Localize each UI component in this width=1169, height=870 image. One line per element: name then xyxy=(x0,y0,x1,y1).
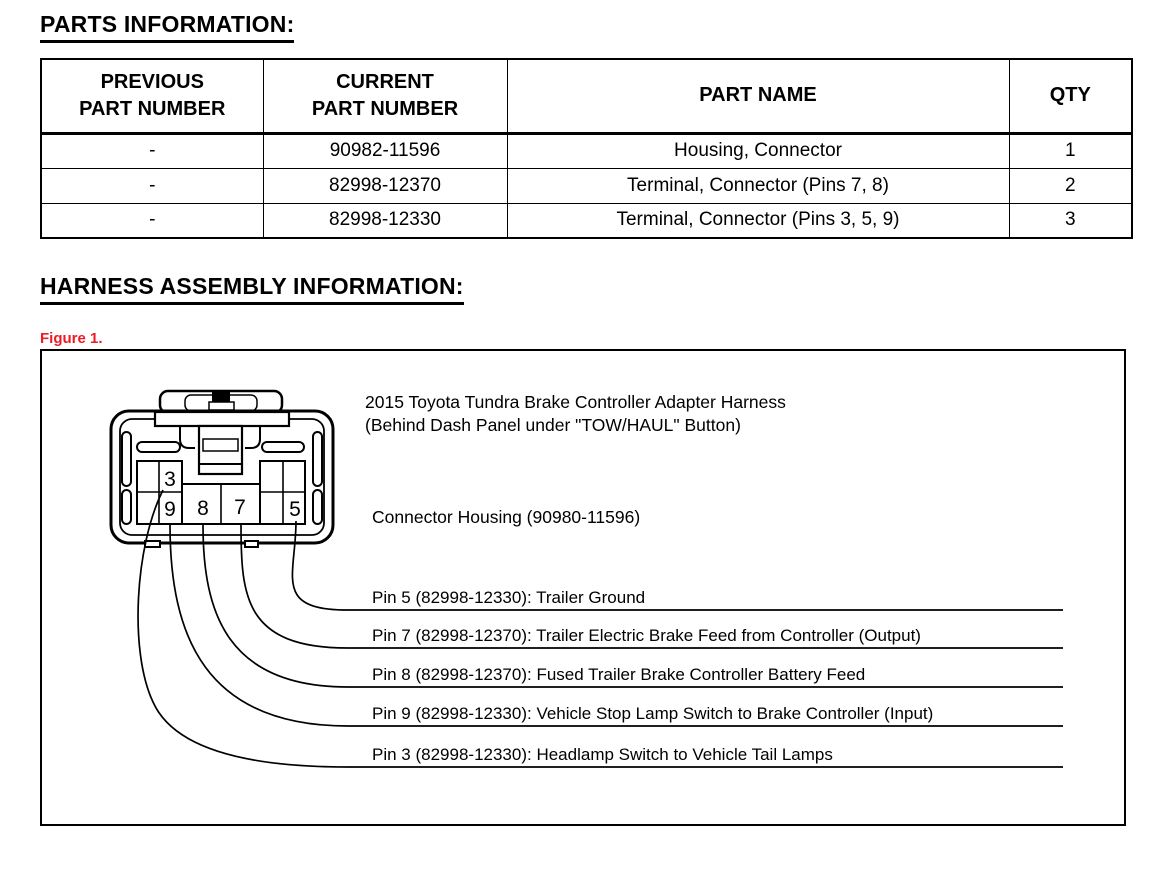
parts-information-heading: PARTS INFORMATION: xyxy=(40,11,294,43)
col-header-qty xyxy=(1009,59,1132,133)
col-header-previous-part-number xyxy=(41,59,263,133)
latch-button xyxy=(212,392,230,402)
qty-cell: 3 xyxy=(1009,203,1132,238)
bottom-foot-right xyxy=(245,541,258,547)
pin-3-label: Pin 3 (82998-12330): Headlamp Switch to Vehicle Tail Lamps xyxy=(372,745,833,764)
qty-cell: 2 xyxy=(1009,168,1132,203)
part-name-cell: Terminal, Connector (Pins 7, 8) xyxy=(507,168,1009,203)
table-header-row xyxy=(41,59,1132,133)
current-part-number-cell: 82998-12370 xyxy=(263,168,507,203)
header-line: CURRENT xyxy=(336,70,434,93)
table-row xyxy=(41,168,1132,203)
col-header-part-name xyxy=(507,59,1009,133)
collar-bar xyxy=(155,412,289,426)
pin-number-3: 3 xyxy=(164,468,176,491)
pin-7-label: Pin 7 (82998-12370): Trailer Electric Brake Feed from Controller (Output) xyxy=(372,626,921,645)
pin-9-label: Pin 9 (82998-12330): Vehicle Stop Lamp Switch to Brake Controller (Input) xyxy=(372,704,934,723)
bottom-foot-left xyxy=(145,541,160,547)
previous-part-number-cell: - xyxy=(41,168,263,203)
harness-connector-diagram xyxy=(42,351,1124,824)
header-line: PART NAME xyxy=(699,84,817,107)
header-line: QTY xyxy=(1049,84,1091,107)
current-part-number-cell: 82998-12330 xyxy=(263,203,507,238)
harness-assembly-heading: HARNESS ASSEMBLY INFORMATION: xyxy=(40,273,464,305)
header-line: PART NUMBER xyxy=(79,97,226,120)
previous-part-number-cell: - xyxy=(41,133,263,168)
col-header-current-part-number xyxy=(263,59,507,133)
parts-table xyxy=(40,58,1133,239)
header-line: PART NUMBER xyxy=(311,97,459,120)
part-name-cell: Terminal, Connector (Pins 3, 5, 9) xyxy=(507,203,1009,238)
pin-number-5: 5 xyxy=(289,498,301,521)
current-part-number-cell: 90982-11596 xyxy=(263,133,507,168)
pin-number-9: 9 xyxy=(164,498,176,521)
figure-1-box xyxy=(40,349,1126,826)
keyway-block xyxy=(199,426,242,474)
figure-title-line2: (Behind Dash Panel under "TOW/HAUL" Button) xyxy=(365,415,741,435)
latch-button-base xyxy=(209,402,234,410)
part-name-cell: Housing, Connector xyxy=(507,133,1009,168)
pin-number-7: 7 xyxy=(234,496,246,519)
leader-line-pin9 xyxy=(170,525,348,726)
figure-label: Figure 1. xyxy=(40,330,103,347)
table-row xyxy=(41,133,1132,168)
leader-line-pin8 xyxy=(203,525,348,687)
figure-title-line1: 2015 Toyota Tundra Brake Controller Adapter Harness xyxy=(365,392,786,412)
pin-8-label: Pin 8 (82998-12370): Fused Trailer Brake Controller Battery Feed xyxy=(372,665,866,684)
table-row xyxy=(41,203,1132,238)
header-line: PREVIOUS xyxy=(100,70,204,93)
pin-5-label: Pin 5 (82998-12330): Trailer Ground xyxy=(372,588,646,607)
previous-part-number-cell: - xyxy=(41,203,263,238)
pin-number-8: 8 xyxy=(197,497,209,520)
connector-housing-drawing xyxy=(111,391,333,547)
qty-cell: 1 xyxy=(1009,133,1132,168)
connector-housing-label: Connector Housing (90980-11596) xyxy=(372,507,641,527)
